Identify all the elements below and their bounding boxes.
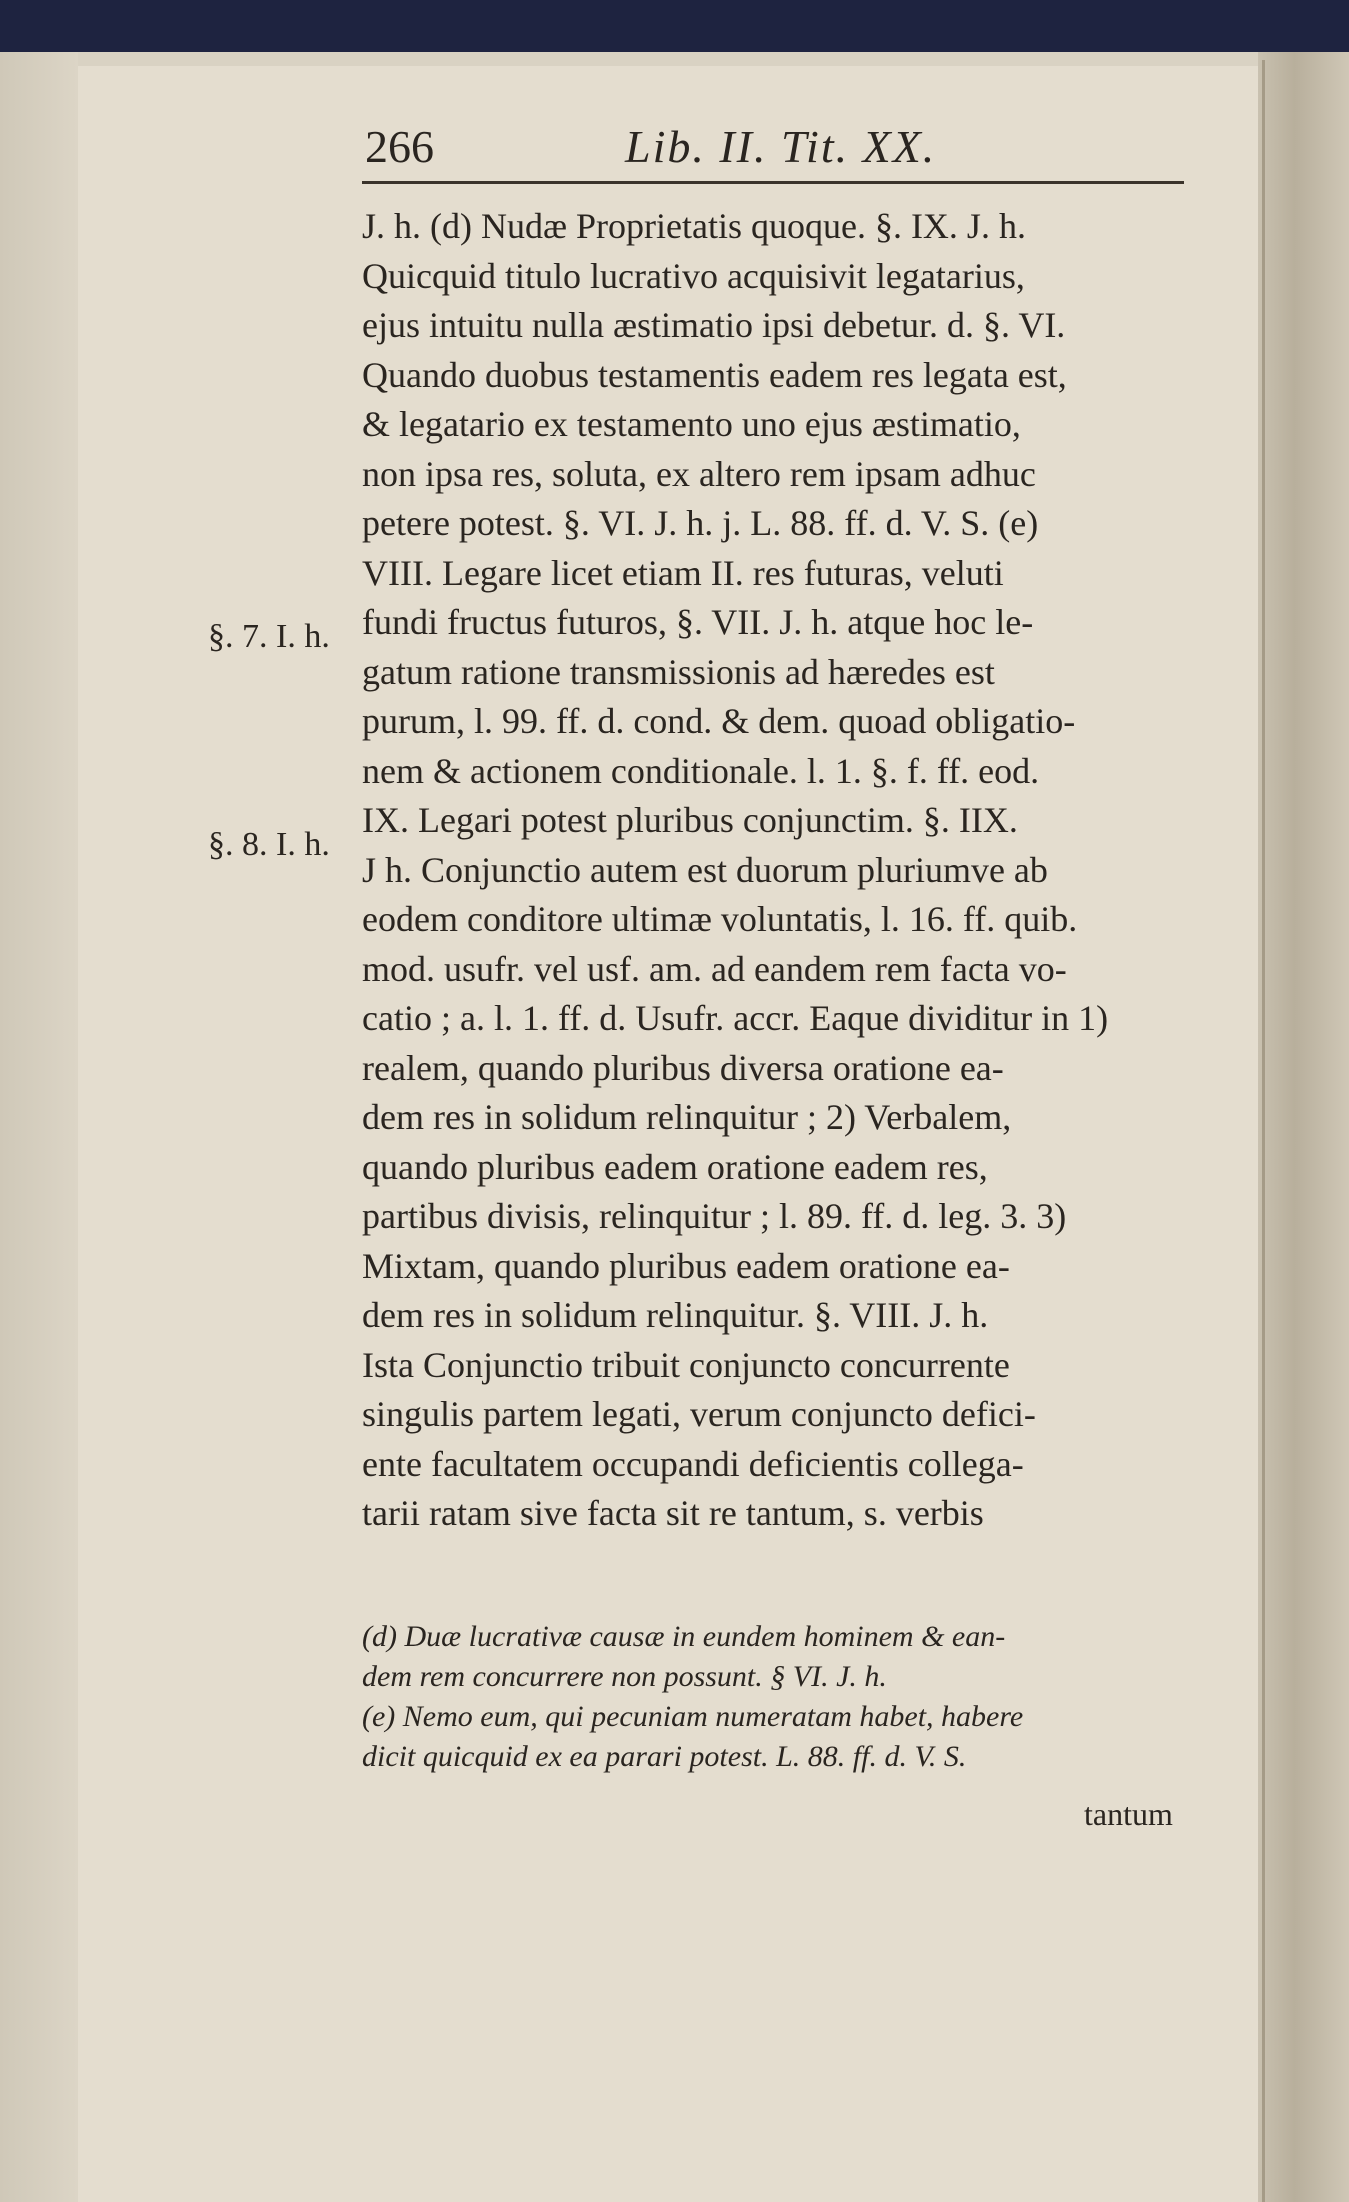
text-line: non ipsa res, soluta, ex altero rem ipsam adhuc: [362, 453, 1036, 494]
text-line: realem, quando pluribus diversa oratione ea-: [362, 1047, 1004, 1088]
text-line: partibus divisis, relinquitur ; l. 89. ff. d. leg. 3. 3): [362, 1196, 1067, 1236]
footnote-line: dem rem concurrere non possunt. § VI. J. h.: [362, 1660, 887, 1693]
text-line: tarii ratam sive facta sit re tantum, s. verbis: [362, 1493, 984, 1533]
text-line: Quando duobus testamentis eadem res legata est,: [362, 354, 1067, 395]
footnotes: [362, 1617, 1212, 1777]
page-header: [365, 120, 1185, 180]
text-line: J h. Conjunctio autem est duorum pluriumve ab: [362, 849, 1048, 890]
text-line: ente facultatem occupandi deficientis collega-: [362, 1443, 1024, 1484]
margin-note: §. 8. I. h.: [208, 826, 330, 863]
page-number: 266: [365, 121, 434, 172]
margin-note: §. 7. I. h.: [208, 618, 330, 655]
text-line: petere potest. §. VI. J. h. j. L. 88. ff. d. V. S. (e): [362, 503, 1039, 543]
running-head: Lib. II. Tit. XX.: [625, 121, 937, 172]
footnote-line: (e) Nemo eum, qui pecuniam numeratam habet, habere: [362, 1700, 1024, 1733]
scan-top-band: [0, 0, 1349, 52]
text-line: ejus intuitu nulla æstimatio ipsi debetur. d. §. VI.: [362, 305, 1066, 345]
text-line: & legatario ex testamento uno ejus æstimatio,: [362, 404, 1021, 444]
text-line: IX. Legari potest pluribus conjunctim. §. IIX.: [362, 800, 1018, 840]
text-line: Mixtam, quando pluribus eadem oratione ea-: [362, 1245, 1010, 1286]
catchword: tantum: [1084, 1796, 1173, 1832]
text-line: Ista Conjunctio tribuit conjuncto concurrente: [362, 1344, 1010, 1385]
text-line: quando pluribus eadem oratione eadem res,: [362, 1146, 988, 1187]
footnote-line: (d) Duæ lucrativæ causæ in eundem hominem & ean-: [362, 1620, 1006, 1653]
footnote-line: dicit quicquid ex ea parari potest. L. 88. ff. d. V. S.: [362, 1740, 967, 1773]
text-line: nem & actionem conditionale. l. 1. §. f. ff. eod.: [362, 750, 1040, 791]
text-line: dem res in solidum relinquitur ; 2) Verbalem,: [362, 1097, 1012, 1137]
page-edge-line: [1262, 60, 1265, 2202]
text-line: J. h. (d) Nudæ Proprietatis quoque. §. IX. J. h.: [362, 206, 1026, 246]
scan-right-edge: [1258, 52, 1349, 2202]
text-line: purum, l. 99. ff. d. cond. & dem. quoad obligatio-: [362, 701, 1076, 741]
text-line: mod. usufr. vel usf. am. ad eandem rem facta vo-: [362, 948, 1067, 989]
header-rule: [362, 181, 1184, 184]
text-line: eodem conditore ultimæ voluntatis, l. 16. ff. quib.: [362, 899, 1078, 939]
text-line: dem res in solidum relinquitur. §. VIII. J. h.: [362, 1295, 989, 1335]
text-line: gatum ratione transmissionis ad hæredes est: [362, 651, 995, 692]
text-line: fundi fructus futuros, §. VII. J. h. atque hoc le-: [362, 602, 1034, 642]
body-text: [362, 202, 1212, 1539]
text-line: Quicquid titulo lucrativo acquisivit legatarius,: [362, 255, 1025, 296]
scan-left-edge: [0, 52, 78, 2202]
text-line: VIII. Legare licet etiam II. res futuras, veluti: [362, 552, 1004, 593]
text-line: catio ; a. l. 1. ff. d. Usufr. accr. Eaque dividitur in 1): [362, 998, 1109, 1038]
text-line: singulis partem legati, verum conjuncto defici-: [362, 1394, 1036, 1434]
